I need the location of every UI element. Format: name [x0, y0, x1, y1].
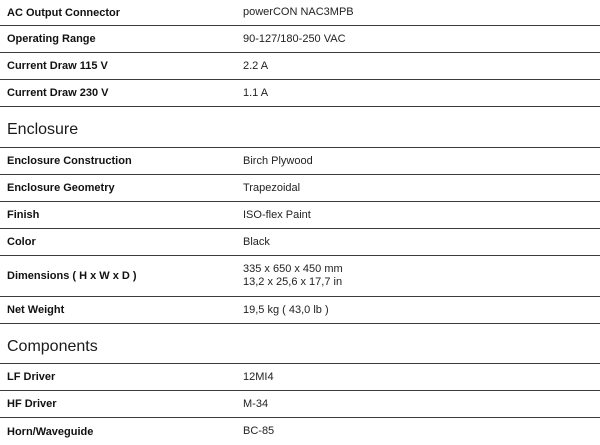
section-heading-enclosure: Enclosure — [7, 121, 79, 138]
spec-label: Finish — [7, 209, 40, 221]
spec-label: HF Driver — [7, 398, 57, 410]
spec-value: 19,5 kg ( 43,0 lb ) — [243, 303, 329, 316]
spec-value: BC-85 — [243, 425, 275, 437]
spec-label: Net Weight — [7, 304, 65, 316]
spec-label: LF Driver — [7, 371, 56, 383]
spec-label: Color — [7, 236, 36, 248]
spec-label: Enclosure Geometry — [7, 182, 115, 194]
table-row — [0, 148, 600, 175]
table-row — [0, 229, 600, 256]
table-row — [0, 418, 600, 445]
table-row — [0, 80, 600, 107]
spec-value: 90-127/180-250 VAC — [243, 32, 346, 45]
table-row — [0, 364, 600, 391]
spec-label: Dimensions ( H x W x D ) — [7, 270, 137, 282]
spec-value: Black — [243, 235, 270, 248]
section-heading-components: Components — [7, 338, 98, 355]
table-row — [0, 53, 600, 80]
spec-value — [243, 263, 600, 289]
table-row — [0, 0, 600, 26]
spec-value: ISO-flex Paint — [243, 208, 311, 221]
dimensions-metric: 335 x 650 x 450 mm — [243, 263, 343, 275]
spec-label: AC Output Connector — [7, 6, 121, 19]
spec-label: Operating Range — [7, 33, 96, 45]
spec-label: Enclosure Construction — [7, 155, 132, 167]
table-row — [0, 202, 600, 229]
components-spec-table — [0, 363, 600, 445]
spec-value: 2.2 A — [243, 59, 269, 72]
spec-value: Birch Plywood — [243, 154, 313, 167]
spec-value: 12MI4 — [243, 370, 274, 383]
table-row — [0, 297, 600, 324]
spec-value: Trapezoidal — [243, 181, 301, 194]
spec-value: M-34 — [243, 397, 269, 410]
table-row — [0, 256, 600, 297]
table-row — [0, 26, 600, 53]
table-row — [0, 391, 600, 418]
spec-label: Horn/Waveguide — [7, 425, 94, 438]
spec-label: Current Draw 115 V — [7, 60, 108, 72]
spec-label: Current Draw 230 V — [7, 87, 109, 99]
table-row — [0, 175, 600, 202]
spec-value: 1.1 A — [243, 86, 269, 99]
power-spec-table — [0, 0, 600, 107]
dimensions-imperial: 13,2 x 25,6 x 17,7 in — [243, 276, 343, 288]
enclosure-spec-table — [0, 147, 600, 324]
spec-value: powerCON NAC3MPB — [243, 6, 354, 18]
